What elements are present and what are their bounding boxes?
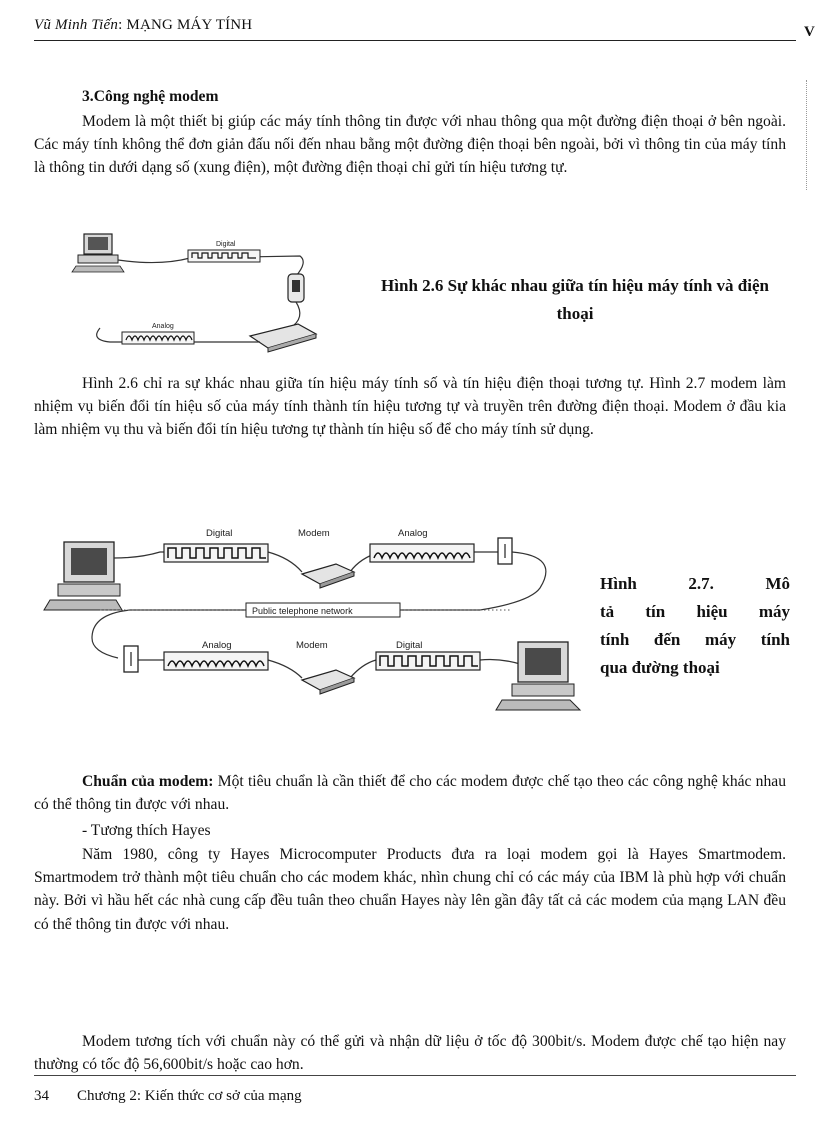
- wall-jack-bottom-icon: [124, 646, 138, 672]
- footer-rule: [34, 1075, 796, 1076]
- page-edge-line: [806, 80, 807, 190]
- paragraph-speed: Modem tương tích với chuẩn này có thể gửi và nhận dữ liệu ở tốc độ 300bit/s. Modem được chế tạo hiện nay thường có tốc độ 56,600bit/s hoặc cao hơn.: [34, 1033, 786, 1074]
- paragraph-modem-standards: [34, 770, 786, 816]
- header-separator: :: [118, 17, 127, 33]
- figure-2-7-caption-line: qua đường thoại: [600, 658, 720, 677]
- hayes-bullet: - Tương thích Hayes: [82, 822, 211, 839]
- page-footer: [34, 1088, 302, 1105]
- paragraph-modem-intro: Modem là một thiết bị giúp các máy tính thông tin được với nhau thông qua một đường điện thoại ở bên ngoài. Các máy tính không thể đơn giản đấu nối đến nhau bằng một đường điện thoại bên ngoài, bởi vì thông tin của máy tính là thông tin dưới dạng số (xung điện), một đường điện thoại chỉ gửi tín hiệu tương tự.: [34, 113, 786, 177]
- page-number: 34: [34, 1088, 49, 1104]
- figure-2-7-caption-line: tả tín hiệu máy: [600, 602, 790, 621]
- bottom-label-analog: Analog: [202, 640, 232, 651]
- header-title: MẠNG MÁY TÍNH: [126, 17, 253, 33]
- header-author: Vũ Minh Tiến: [34, 17, 119, 33]
- paragraph-hayes: Năm 1980, công ty Hayes Microcomputer Products đưa ra loại modem gọi là Hayes Smartmodem. Smartmodem trở thành một tiêu chuẩn cho các modem khác, nhìn chung chỉ có các máy của IBM là phù hợp với chuẩn này. Bởi vì hầu hết các nhà cung cấp đều tuân theo chuẩn Hayes này lên gần đây tất cả các modem của mạng LAN đều có thể thông tin được với nhau.: [34, 846, 786, 933]
- computer-left-icon: [44, 542, 122, 610]
- section-title: 3.Công nghệ modem: [82, 88, 219, 105]
- footer-chapter: Chương 2: Kiến thức cơ sở của mạng: [77, 1088, 302, 1104]
- wall-jack-top-icon: [498, 538, 512, 564]
- standards-lead-bold: Chuẩn của modem:: [82, 773, 214, 790]
- figure-2-6-label-analog: Analog: [152, 323, 174, 330]
- figure-2-7-caption-line: Hình 2.7. Mô: [600, 574, 790, 593]
- figure-2-7-caption: [600, 570, 790, 682]
- figure-2-6-illustration: [70, 228, 350, 358]
- computer-right-icon: [496, 642, 580, 710]
- figure-2-6-label-digital: Digital: [216, 241, 236, 248]
- modem-top-icon: [302, 564, 354, 588]
- bottom-label-digital: Digital: [396, 640, 423, 651]
- figure-2-6-caption: Hình 2.6 Sự khác nhau giữa tín hiệu máy tính và điện thoại: [381, 276, 769, 323]
- header-rule: [34, 40, 796, 41]
- top-label-digital: Digital: [206, 528, 233, 539]
- top-label-analog: Analog: [398, 528, 428, 539]
- standards-lead-text: Một tiêu chuẩn là cần thiết để cho các modem được chế tạo theo các công nghệ khác nhau có thể thông tin được với nhau.: [34, 773, 786, 814]
- top-label-modem: Modem: [298, 528, 330, 539]
- modem-icon: [250, 324, 316, 352]
- bottom-label-modem: Modem: [296, 640, 328, 651]
- figure-2-7-caption-line: tính đến máy tính: [600, 630, 790, 649]
- network-label: Public telephone network: [252, 606, 353, 616]
- page-edge-letter: V: [804, 24, 815, 40]
- running-header: [34, 17, 796, 34]
- paragraph-figure-explanation: Hình 2.6 chỉ ra sự khác nhau giữa tín hiệu máy tính số và tín hiệu điện thoại tương tự. Hình 2.7 modem làm nhiệm vụ biến đổi tín hiệu số của máy tính thành tín hiệu tương tự và truyền trên đường điện thoại. Modem ở đầu kia làm nhiệm vụ thu và biến đổi tín hiệu tương tự thành tín hiệu số để cho máy tính sử dụng.: [34, 375, 786, 439]
- computer-icon: [72, 234, 124, 272]
- digital-signal-box: [188, 250, 260, 262]
- modem-bottom-icon: [302, 670, 354, 694]
- figure-2-7-illustration: [40, 492, 600, 722]
- telephone-icon: [288, 274, 304, 302]
